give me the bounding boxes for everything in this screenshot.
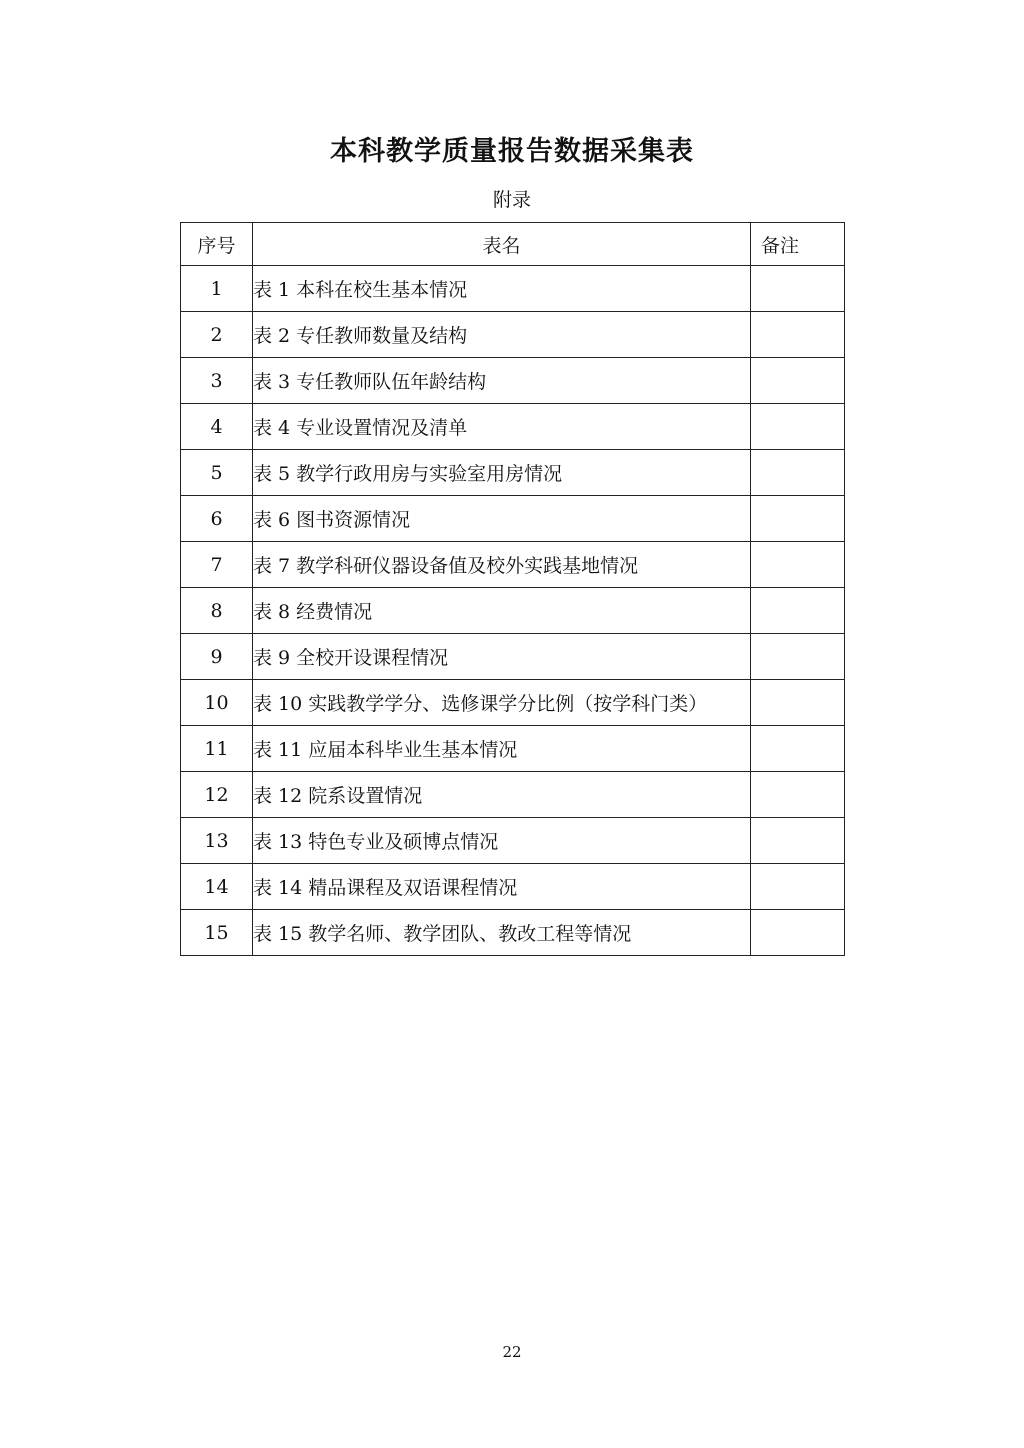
row-index: 14: [181, 864, 253, 910]
table-header-row: [181, 223, 845, 266]
document-title: 本科教学质量报告数据采集表: [330, 136, 694, 167]
row-remark: [751, 680, 845, 726]
row-remark: [751, 818, 845, 864]
row-table-name: 表 11 应届本科毕业生基本情况: [253, 726, 751, 772]
data-collection-table: [180, 222, 845, 956]
row-table-name: 表 10 实践教学学分、选修课学分比例（按学科门类）: [253, 680, 751, 726]
row-table-name: 表 4 专业设置情况及清单: [253, 404, 751, 450]
document-subtitle: 附录: [492, 189, 531, 211]
table-row: [181, 266, 845, 312]
row-remark: [751, 404, 845, 450]
row-table-name: 表 8 经费情况: [253, 588, 751, 634]
row-index: 5: [181, 450, 253, 496]
table-row: [181, 864, 845, 910]
row-index: 3: [181, 358, 253, 404]
row-index: 8: [181, 588, 253, 634]
table-row: [181, 588, 845, 634]
header-remark: 备注: [751, 223, 845, 266]
row-remark: [751, 266, 845, 312]
table-row: [181, 726, 845, 772]
row-table-name: 表 6 图书资源情况: [253, 496, 751, 542]
row-remark: [751, 726, 845, 772]
row-table-name: 表 12 院系设置情况: [253, 772, 751, 818]
page-number: 22: [502, 1343, 522, 1361]
row-table-name: 表 15 教学名师、教学团队、教改工程等情况: [253, 910, 751, 956]
row-index: 1: [181, 266, 253, 312]
table-row: [181, 542, 845, 588]
row-remark: [751, 450, 845, 496]
row-table-name: 表 14 精品课程及双语课程情况: [253, 864, 751, 910]
row-table-name: 表 7 教学科研仪器设备值及校外实践基地情况: [253, 542, 751, 588]
table-row: [181, 634, 845, 680]
row-table-name: 表 1 本科在校生基本情况: [253, 266, 751, 312]
table-row: [181, 680, 845, 726]
row-index: 13: [181, 818, 253, 864]
table-row: [181, 910, 845, 956]
header-name: 表名: [253, 223, 751, 266]
row-table-name: 表 13 特色专业及硕博点情况: [253, 818, 751, 864]
table-row: [181, 772, 845, 818]
table-row: [181, 404, 845, 450]
row-index: 2: [181, 312, 253, 358]
row-remark: [751, 312, 845, 358]
table-row: [181, 818, 845, 864]
row-index: 10: [181, 680, 253, 726]
row-index: 15: [181, 910, 253, 956]
row-table-name: 表 9 全校开设课程情况: [253, 634, 751, 680]
row-remark: [751, 772, 845, 818]
row-index: 12: [181, 772, 253, 818]
row-remark: [751, 496, 845, 542]
row-remark: [751, 358, 845, 404]
row-index: 11: [181, 726, 253, 772]
row-table-name: 表 2 专任教师数量及结构: [253, 312, 751, 358]
row-remark: [751, 910, 845, 956]
row-index: 7: [181, 542, 253, 588]
row-remark: [751, 542, 845, 588]
row-remark: [751, 864, 845, 910]
table-row: [181, 358, 845, 404]
row-table-name: 表 3 专任教师队伍年龄结构: [253, 358, 751, 404]
row-remark: [751, 588, 845, 634]
table-row: [181, 450, 845, 496]
row-table-name: 表 5 教学行政用房与实验室用房情况: [253, 450, 751, 496]
row-index: 6: [181, 496, 253, 542]
row-index: 4: [181, 404, 253, 450]
table-row: [181, 496, 845, 542]
table-row: [181, 312, 845, 358]
table-header: [181, 223, 845, 266]
row-index: 9: [181, 634, 253, 680]
row-remark: [751, 634, 845, 680]
header-index: 序号: [181, 223, 253, 266]
table-body: [181, 266, 845, 956]
